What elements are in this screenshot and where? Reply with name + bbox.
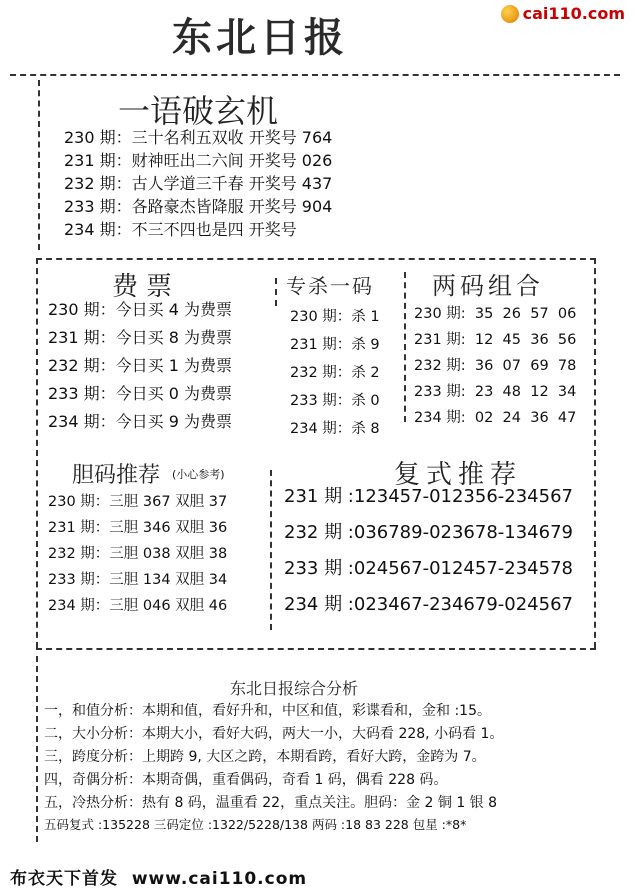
zhuansha-row: 231 期：杀 9 <box>290 337 380 353</box>
mid-frame-top <box>36 258 596 260</box>
zhuansha-list <box>290 305 380 445</box>
zhuansha-title: 专杀一码 <box>286 274 374 298</box>
danma-row: 233 期：三胆 134 双胆 34 <box>48 572 228 588</box>
feipiao-row: 231 期：今日买 8 为费票 <box>48 328 232 347</box>
zhuansha-row: 230 期：杀 1 <box>290 309 380 325</box>
site-logo[interactable] <box>501 4 625 23</box>
left-frame-line <box>38 80 40 250</box>
liangma-row: 234 期: 02 24 36 47 <box>414 410 577 426</box>
danma-title: 胆码推荐 <box>72 463 161 488</box>
footer-text: 布衣天下首发 www.cai110.com <box>10 869 308 889</box>
fushi-row: 233 期 :024567-012457-234578 <box>284 558 573 579</box>
liangma-divider <box>404 272 406 422</box>
fushi-row: 231 期 :123457-012356-234567 <box>284 486 573 507</box>
danma-row: 232 期：三胆 038 双胆 38 <box>48 546 228 562</box>
analysis-row: 二，大小分析：本期大小，看好大码，两大一小，大码看 228, 小码看 1。 <box>44 726 504 742</box>
fushi-row: 234 期 :023467-234679-024567 <box>284 594 573 615</box>
fushi-title: 复式推荐 <box>394 460 523 490</box>
yiyu-row: 230 期：三十名利五双收 开奖号 764 <box>64 128 333 147</box>
mid-frame-bottom <box>36 648 596 650</box>
analysis-list <box>44 704 503 842</box>
mid-frame-left <box>36 258 38 648</box>
analysis-title: 东北日报综合分析 <box>230 679 359 698</box>
feipiao-row: 233 期：今日买 0 为费票 <box>48 384 232 403</box>
feipiao-row: 230 期：今日买 4 为费票 <box>48 300 232 319</box>
top-frame-line <box>10 74 620 76</box>
yiyu-row: 232 期：古人学道三千春 开奖号 437 <box>64 174 333 193</box>
yiyu-list <box>64 130 332 245</box>
logo-icon <box>501 5 519 23</box>
fushi-list <box>284 488 573 632</box>
feipiao-row: 234 期：今日买 9 为费票 <box>48 412 232 431</box>
analysis-row: 五码复式 :135228 三码定位 :1322/5228/138 两码 :18 83 228 包星 :*8* <box>44 817 467 832</box>
feipiao-title: 费票 <box>112 272 181 302</box>
yiyu-title: 一语破玄机 <box>118 92 279 130</box>
zhuansha-row: 232 期：杀 2 <box>290 365 380 381</box>
fushi-divider <box>270 470 272 630</box>
liangma-row: 232 期: 36 07 69 78 <box>414 358 577 374</box>
feipiao-row: 232 期：今日买 1 为费票 <box>48 356 232 375</box>
mid-frame-right <box>594 258 596 648</box>
danma-list <box>48 490 227 620</box>
analysis-row: 四，奇偶分析：本期奇偶，重看偶码，奇看 1 码，偶看 228 码。 <box>44 772 448 788</box>
liangma-row: 233 期: 23 48 12 34 <box>414 384 577 400</box>
zhuansha-row: 233 期：杀 0 <box>290 393 380 409</box>
danma-row: 234 期：三胆 046 双胆 46 <box>48 598 228 614</box>
yiyu-row: 234 期：不三不四也是四 开奖号 <box>64 220 297 239</box>
liangma-list <box>414 302 576 432</box>
yiyu-row: 231 期：财神旺出二六间 开奖号 026 <box>64 151 333 170</box>
liangma-title: 两码组合 <box>432 272 544 300</box>
masthead-title: 东北日报 <box>172 14 348 61</box>
site-logo-text: cai110.com <box>522 4 625 23</box>
danma-row: 231 期：三胆 346 双胆 36 <box>48 520 228 536</box>
analysis-row: 三，跨度分析：上期跨 9, 大区之跨，本期看跨，看好大跨，金跨为 7。 <box>44 749 486 765</box>
danma-note: (小心参考) <box>172 468 225 481</box>
liangma-row: 230 期: 35 26 57 06 <box>414 306 577 322</box>
analysis-row: 五，冷热分析：热有 8 码，温重看 22，重点关注。胆码：金 2 铜 1 银 8 <box>44 795 498 811</box>
feipiao-list <box>48 302 232 442</box>
yiyu-row: 233 期：各路豪杰皆降服 开奖号 904 <box>64 197 333 216</box>
analysis-row: 一，和值分析：本期和值，看好升和，中区和值，彩谍看和，金和 :15。 <box>44 703 491 719</box>
zhuansha-row: 234 期：杀 8 <box>290 421 380 437</box>
zhuansha-divider <box>275 278 277 306</box>
danma-row: 230 期：三胆 367 双胆 37 <box>48 494 228 510</box>
analysis-frame-left <box>36 656 38 842</box>
fushi-row: 232 期 :036789-023678-134679 <box>284 522 573 543</box>
liangma-row: 231 期: 12 45 36 56 <box>414 332 577 348</box>
